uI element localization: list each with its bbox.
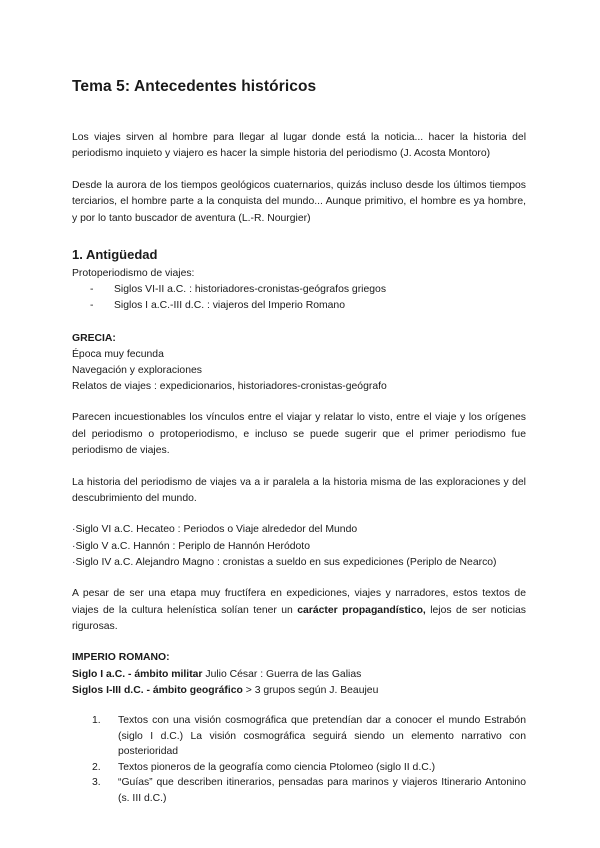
siglo-line: ·Siglo IV a.C. Alejandro Magno : cronistas a sueldo en sus expediciones (Periplo de Nearco) <box>72 556 497 568</box>
quote-nourgier: Desde la aurora de los tiempos geológicos cuaternarios, quizás incluso desde los últimos tiempos terciarios, el hombre parte a la conquista del mundo... Aunque primitivo, el hombre es ya hombre, y por lo tanto buscador de aventura (L.-R. Nourgier) <box>72 179 526 224</box>
grecia-paragraph-propaganda: A pesar de ser una etapa muy fructífera en expediciones, viajes y narradores, estos textos de viajes de la cultura helenística solían tener un carácter propagandístico, lejos de ser noticias rigurosas. <box>72 588 527 632</box>
list-item: - Siglos I a.C.-III d.C. : viajeros del Imperio Romano <box>90 298 526 314</box>
grecia-line: Navegación y exploraciones <box>72 365 202 377</box>
page-title: Tema 5: Antecedentes históricos <box>72 78 317 95</box>
roma-line-militar: Siglo I a.C. - ámbito militar Julio César : Guerra de las Galias <box>72 668 362 680</box>
grecia-paragraph-historia: La historia del periodismo de viajes va a ir paralela a la historia misma de las exploraciones y del descubrimiento del mundo. <box>72 476 526 505</box>
grecia-paragraph-vinculos: Parecen incuestionables los vínculos entre el viajar y relatar lo visto, entre el viaje y los orígenes del periodismo o protoperiodismo, e incluso se puede sugerir que el primer periodismo fue periodismo de viajes. <box>72 412 526 457</box>
list-item: 2. Textos pioneros de la geografía como ciencia Ptolomeo (siglo II d.C.) <box>92 761 436 773</box>
protoperiodismo-intro: Protoperiodismo de viajes: <box>72 268 195 280</box>
section-heading-antiguedad: 1. Antigüedad <box>72 247 158 263</box>
siglo-line: ·Siglo VI a.C. Hecateo : Periodos o Viaje alrededor del Mundo <box>72 524 358 536</box>
list-item: - Siglos VI-II a.C. : historiadores-cronistas-geógrafos griegos <box>90 282 526 298</box>
grecia-heading: GRECIA: <box>72 332 116 344</box>
roma-heading: IMPERIO ROMANO: <box>72 652 170 664</box>
siglo-line: ·Siglo V a.C. Hannón : Periplo de Hannón Heródoto <box>72 540 310 552</box>
dash-marker: - <box>90 284 94 296</box>
beaujeu-list <box>72 713 526 807</box>
quote-acosta: Los viajes sirven al hombre para llegar al lugar donde está la noticia... hacer la historia del periodismo inquieto y viajero es hacer la simple historia del periodismo (J. Acosta Montoro) <box>72 132 526 160</box>
dash-marker: - <box>90 300 94 312</box>
roma-line-geografico: Siglos I-III d.C. - ámbito geográfico > 3 grupos según J. Beaujeu <box>72 684 379 696</box>
grecia-line: Relatos de viajes : expedicionarios, historiadores-cronistas-geógrafo <box>72 381 387 393</box>
list-item: 1. Textos con una visión cosmográfica que pretendían dar a conocer el mundo Estrabón (siglo I d.C.) La visión cosmográfica seguirá siendo un elemento narrativo con posterioridad <box>92 714 526 758</box>
protoperiodismo-list <box>72 282 526 314</box>
grecia-line: Época muy fecunda <box>72 348 164 360</box>
list-item: 3. “Guías” que describen itinerarios, pensadas para marinos y viajeros Itinerario Antonino (s. III d.C.) <box>92 777 526 804</box>
